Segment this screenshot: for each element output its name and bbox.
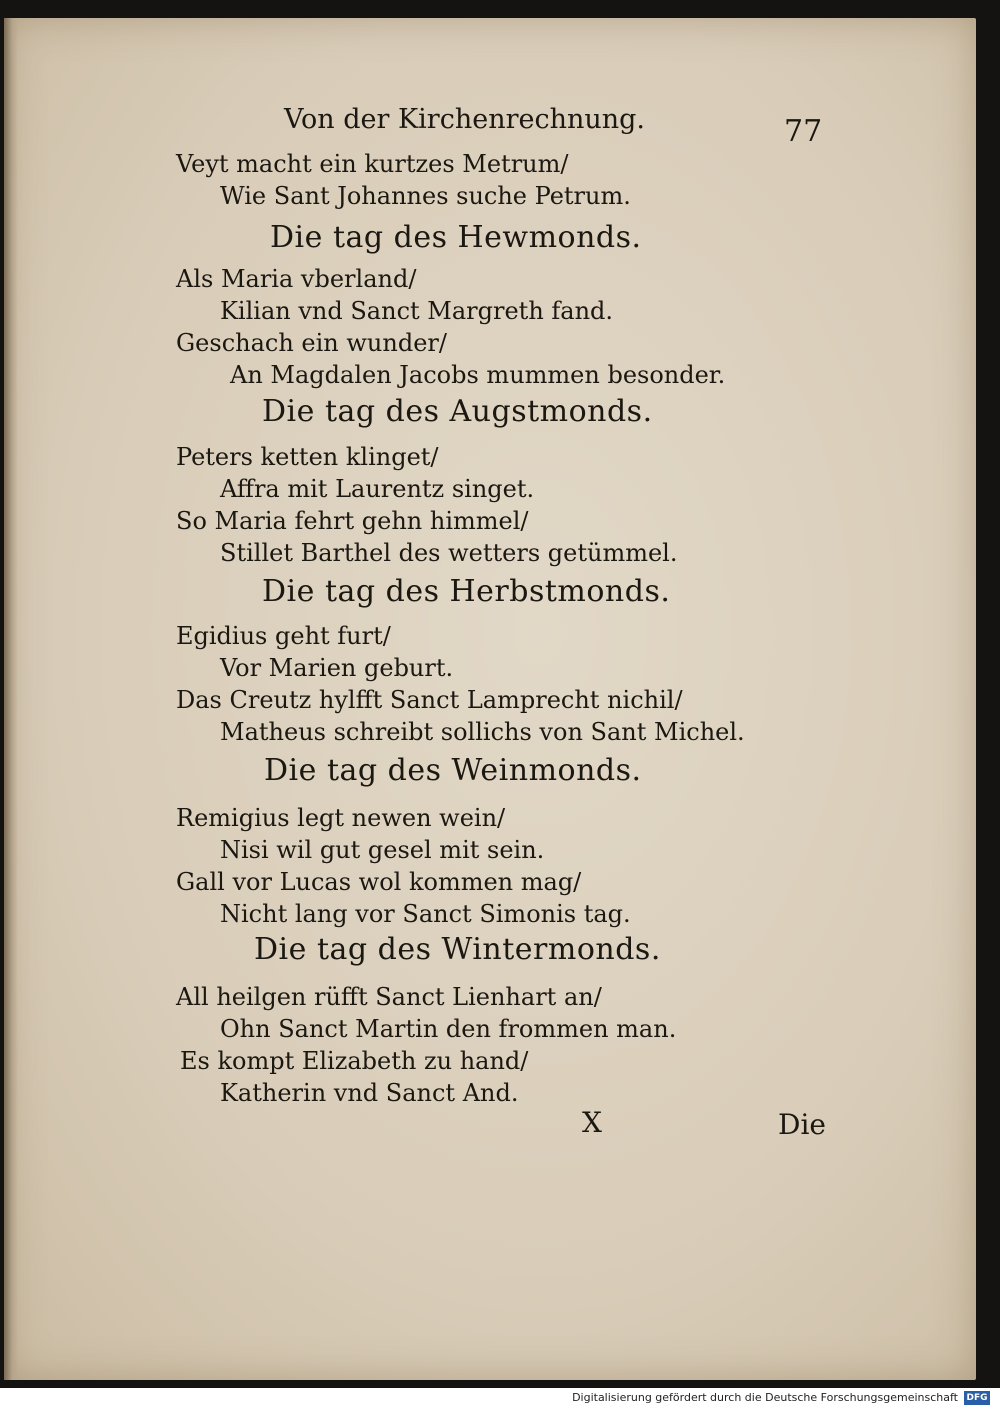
verse-line: Matheus schreibt sollichs von Sant Michel. bbox=[220, 718, 745, 746]
verse-line: Vor Marien geburt. bbox=[220, 654, 454, 682]
verse-line: Peters ketten klinget/ bbox=[176, 443, 439, 471]
section-heading: Die tag des Wintermonds. bbox=[254, 932, 661, 967]
verse-line: Gall vor Lucas wol kommen mag/ bbox=[176, 868, 582, 896]
section-heading: Die tag des Hewmonds. bbox=[270, 220, 642, 255]
verse-line: Kilian vnd Sanct Margreth fand. bbox=[220, 297, 614, 325]
verse-line: Veyt macht ein kurtzes Metrum/ bbox=[176, 150, 569, 178]
section-heading: Die tag des Herbstmonds. bbox=[262, 574, 671, 609]
verse-line: All heilgen rüfft Sanct Lienhart an/ bbox=[176, 983, 602, 1011]
verse-line: An Magdalen Jacobs mummen besonder. bbox=[230, 361, 726, 389]
verse-line: Geschach ein wunder/ bbox=[176, 329, 447, 357]
verse-line: Katherin vnd Sanct And. bbox=[220, 1079, 519, 1107]
dfg-logo-icon: DFG bbox=[964, 1391, 990, 1405]
verse-line: Stillet Barthel des wetters getümmel. bbox=[220, 539, 678, 567]
verse-line: Wie Sant Johannes suche Petrum. bbox=[220, 182, 631, 210]
verse-line: Es kompt Elizabeth zu hand/ bbox=[180, 1047, 529, 1075]
verse-line: Ohn Sanct Martin den frommen man. bbox=[220, 1015, 677, 1043]
verse-line: Als Maria vberland/ bbox=[176, 265, 417, 293]
verse-line: Affra mit Laurentz singet. bbox=[220, 475, 535, 503]
verse-line: Das Creutz hylfft Sanct Lamprecht nichil/ bbox=[176, 686, 683, 714]
verse-line: Remigius legt newen wein/ bbox=[176, 804, 506, 832]
page-spine-edge bbox=[4, 18, 18, 1380]
digitization-footer bbox=[0, 1388, 1000, 1409]
dfg-notice: Digitalisierung gefördert durch die Deutsche Forschungsgemeinschaft bbox=[572, 1391, 958, 1404]
page-number: 77 bbox=[784, 114, 823, 149]
verse-line: Egidius geht furt/ bbox=[176, 622, 391, 650]
verse-line: Nisi wil gut gesel mit sein. bbox=[220, 836, 545, 864]
verse-line: Nicht lang vor Sanct Simonis tag. bbox=[220, 900, 631, 928]
section-heading: Die tag des Augstmonds. bbox=[262, 394, 653, 429]
section-heading: Die tag des Weinmonds. bbox=[264, 753, 642, 788]
catchword: Die bbox=[778, 1108, 826, 1141]
verse-line: So Maria fehrt gehn himmel/ bbox=[176, 507, 529, 535]
running-head: Von der Kirchenrechnung. bbox=[284, 104, 646, 135]
signature-mark: X bbox=[582, 1106, 602, 1139]
